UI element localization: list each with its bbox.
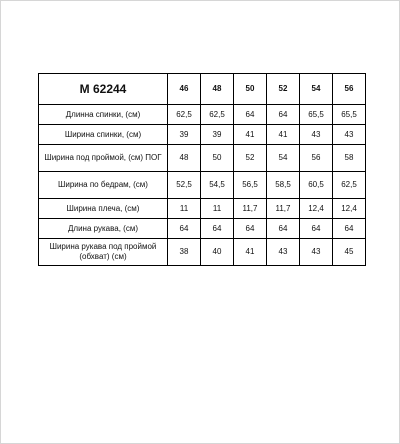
measurement-value: 64	[300, 219, 333, 239]
measurement-value: 39	[168, 125, 201, 145]
measurement-value: 12,4	[333, 199, 366, 219]
measurement-value: 56,5	[234, 172, 267, 199]
measurement-value: 43	[333, 125, 366, 145]
measurement-value: 11	[201, 199, 234, 219]
size-header: 56	[333, 74, 366, 105]
size-header: 54	[300, 74, 333, 105]
model-number: М 62244	[39, 74, 168, 105]
measurement-value: 62,5	[333, 172, 366, 199]
measurement-value: 48	[168, 145, 201, 172]
measurement-value: 64	[267, 219, 300, 239]
measurement-label: Ширина плеча, (см)	[39, 199, 168, 219]
measurement-value: 64	[333, 219, 366, 239]
measurement-value: 12,4	[300, 199, 333, 219]
measurement-value: 64	[267, 105, 300, 125]
measurement-value: 64	[201, 219, 234, 239]
measurement-value: 64	[234, 219, 267, 239]
measurement-label: Ширина рукава под проймой (обхват) (см)	[39, 239, 168, 266]
measurement-label: Ширина под проймой, (см) ПОГ	[39, 145, 168, 172]
measurement-label: Ширина спинки, (см)	[39, 125, 168, 145]
measurement-value: 43	[300, 125, 333, 145]
table-row	[39, 239, 366, 266]
measurement-value: 60,5	[300, 172, 333, 199]
measurement-value: 38	[168, 239, 201, 266]
measurement-value: 62,5	[168, 105, 201, 125]
size-table	[38, 73, 366, 266]
measurement-value: 58	[333, 145, 366, 172]
measurement-value: 52	[234, 145, 267, 172]
table-row	[39, 172, 366, 199]
header-row	[39, 74, 366, 105]
measurement-label: Длина рукава, (см)	[39, 219, 168, 239]
measurement-value: 62,5	[201, 105, 234, 125]
measurement-value: 56	[300, 145, 333, 172]
table-row	[39, 219, 366, 239]
measurement-value: 64	[168, 219, 201, 239]
size-header: 46	[168, 74, 201, 105]
measurement-value: 11,7	[234, 199, 267, 219]
measurement-value: 45	[333, 239, 366, 266]
measurement-value: 40	[201, 239, 234, 266]
measurement-value: 43	[267, 239, 300, 266]
table-row	[39, 105, 366, 125]
measurement-value: 41	[267, 125, 300, 145]
measurement-label: Длинна спинки, (см)	[39, 105, 168, 125]
measurement-value: 64	[234, 105, 267, 125]
table-row	[39, 125, 366, 145]
size-header: 48	[201, 74, 234, 105]
measurement-value: 41	[234, 125, 267, 145]
measurement-value: 54	[267, 145, 300, 172]
size-header: 50	[234, 74, 267, 105]
measurement-label: Ширина по бедрам, (см)	[39, 172, 168, 199]
measurement-value: 65,5	[333, 105, 366, 125]
measurement-value: 50	[201, 145, 234, 172]
measurement-value: 41	[234, 239, 267, 266]
measurement-value: 39	[201, 125, 234, 145]
measurement-value: 54,5	[201, 172, 234, 199]
measurement-value: 43	[300, 239, 333, 266]
measurement-value: 58,5	[267, 172, 300, 199]
table-row	[39, 145, 366, 172]
measurement-value: 11,7	[267, 199, 300, 219]
measurement-value: 65,5	[300, 105, 333, 125]
table-row	[39, 199, 366, 219]
size-header: 52	[267, 74, 300, 105]
measurement-value: 52,5	[168, 172, 201, 199]
measurement-value: 11	[168, 199, 201, 219]
